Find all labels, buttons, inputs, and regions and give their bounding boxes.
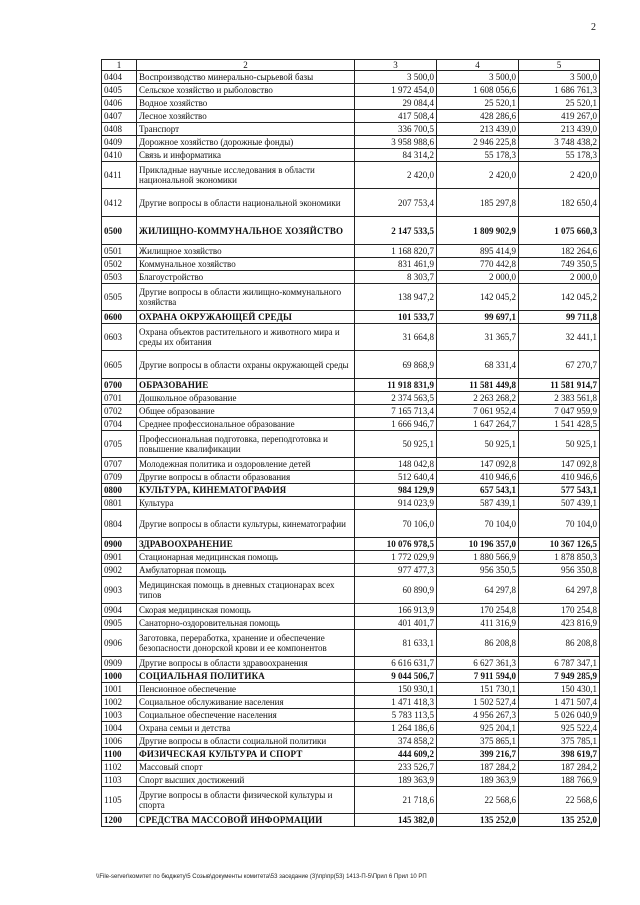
table-row xyxy=(102,617,600,630)
section-code-cell: 0804 xyxy=(102,510,137,538)
section-name-cell: ОХРАНА ОКРУЖАЮЩЕЙ СРЕДЫ xyxy=(137,311,355,324)
section-code-cell: 1001 xyxy=(102,683,137,696)
section-name-cell: ЗДРАВООХРАНЕНИЕ xyxy=(137,538,355,551)
section-code-cell: 0700 xyxy=(102,379,137,392)
section-total-row xyxy=(102,670,600,683)
section-name-cell: Профессиональная подготовка, переподготовка и повышение квалификации xyxy=(137,431,355,458)
amount-col-4-cell: 170 254,8 xyxy=(437,604,519,617)
amount-col-4-cell: 956 350,5 xyxy=(437,564,519,577)
amount-col-3-cell: 512 640,4 xyxy=(355,471,437,484)
amount-col-4-cell: 1 809 902,9 xyxy=(437,217,519,245)
amount-col-4-cell: 657 543,1 xyxy=(437,484,519,497)
section-name-cell: Другие вопросы в области охраны окружающей среды xyxy=(137,351,355,379)
amount-col-5-cell: 577 543,1 xyxy=(519,484,600,497)
table-row xyxy=(102,735,600,748)
amount-col-5-cell: 182 650,4 xyxy=(519,189,600,217)
amount-col-3-cell: 8 303,7 xyxy=(355,271,437,284)
amount-col-3-cell: 29 084,4 xyxy=(355,97,437,110)
section-code-cell: 0902 xyxy=(102,564,137,577)
amount-col-3-cell: 31 664,8 xyxy=(355,324,437,351)
amount-col-3-cell: 21 718,6 xyxy=(355,787,437,814)
section-code-cell: 0909 xyxy=(102,657,137,670)
amount-col-3-cell: 2 420,0 xyxy=(355,162,437,189)
amount-col-5-cell: 925 522,4 xyxy=(519,722,600,735)
table-row xyxy=(102,271,600,284)
section-name-cell: Общее образование xyxy=(137,405,355,418)
amount-col-3-cell: 148 042,8 xyxy=(355,458,437,471)
section-name-cell: Охрана семьи и детства xyxy=(137,722,355,735)
table-row xyxy=(102,510,600,538)
section-code-cell: 1000 xyxy=(102,670,137,683)
amount-col-5-cell: 3 500,0 xyxy=(519,71,600,84)
amount-col-4-cell: 64 297,8 xyxy=(437,577,519,604)
section-total-row xyxy=(102,538,600,551)
table-row xyxy=(102,630,600,657)
amount-col-5-cell: 142 045,2 xyxy=(519,284,600,311)
amount-col-3-cell: 417 508,4 xyxy=(355,110,437,123)
section-code-cell: 0901 xyxy=(102,551,137,564)
amount-col-4-cell: 410 946,6 xyxy=(437,471,519,484)
table-row xyxy=(102,245,600,258)
amount-col-5-cell: 956 350,8 xyxy=(519,564,600,577)
amount-col-3-cell: 336 700,5 xyxy=(355,123,437,136)
amount-col-3-cell: 207 753,4 xyxy=(355,189,437,217)
section-name-cell: Воспроизводство минерально-сырьевой базы xyxy=(137,71,355,84)
amount-col-4-cell: 2 946 225,8 xyxy=(437,136,519,149)
amount-col-4-cell: 4 956 267,3 xyxy=(437,709,519,722)
amount-col-5-cell: 64 297,8 xyxy=(519,577,600,604)
table-row xyxy=(102,351,600,379)
amount-col-4-cell: 1 880 566,9 xyxy=(437,551,519,564)
amount-col-3-cell: 189 363,9 xyxy=(355,774,437,787)
table-row xyxy=(102,787,600,814)
amount-col-5-cell: 6 787 347,1 xyxy=(519,657,600,670)
table-row xyxy=(102,774,600,787)
amount-col-5-cell: 187 284,2 xyxy=(519,761,600,774)
amount-col-3-cell: 3 500,0 xyxy=(355,71,437,84)
table-row xyxy=(102,683,600,696)
section-name-cell: Среднее профессиональное образование xyxy=(137,418,355,431)
section-name-cell: Транспорт xyxy=(137,123,355,136)
section-code-cell: 0411 xyxy=(102,162,137,189)
table-row xyxy=(102,405,600,418)
header-col-5: 5 xyxy=(519,60,600,71)
section-code-cell: 1100 xyxy=(102,748,137,761)
amount-col-5-cell: 423 816,9 xyxy=(519,617,600,630)
amount-col-3-cell: 9 044 506,7 xyxy=(355,670,437,683)
amount-col-4-cell: 3 500,0 xyxy=(437,71,519,84)
table-row xyxy=(102,392,600,405)
amount-col-3-cell: 2 374 563,5 xyxy=(355,392,437,405)
amount-col-5-cell: 2 000,0 xyxy=(519,271,600,284)
section-name-cell: Охрана объектов растительного и животного мира и среды их обитания xyxy=(137,324,355,351)
amount-col-3-cell: 84 314,2 xyxy=(355,149,437,162)
section-code-cell: 0407 xyxy=(102,110,137,123)
section-code-cell: 0600 xyxy=(102,311,137,324)
amount-col-4-cell: 11 581 449,8 xyxy=(437,379,519,392)
amount-col-4-cell: 925 204,1 xyxy=(437,722,519,735)
header-col-1: 1 xyxy=(102,60,137,71)
section-name-cell: Жилищное хозяйство xyxy=(137,245,355,258)
section-name-cell: Культура xyxy=(137,497,355,510)
amount-col-5-cell: 10 367 126,5 xyxy=(519,538,600,551)
section-total-row xyxy=(102,484,600,497)
section-code-cell: 0701 xyxy=(102,392,137,405)
section-code-cell: 0800 xyxy=(102,484,137,497)
section-name-cell: Сельское хозяйство и рыболовство xyxy=(137,84,355,97)
section-name-cell: ЖИЛИЩНО-КОММУНАЛЬНОЕ ХОЗЯЙСТВО xyxy=(137,217,355,245)
table-row xyxy=(102,418,600,431)
section-name-cell: СОЦИАЛЬНАЯ ПОЛИТИКА xyxy=(137,670,355,683)
section-code-cell: 0900 xyxy=(102,538,137,551)
section-name-cell: Молодежная политика и оздоровление детей xyxy=(137,458,355,471)
amount-col-4-cell: 10 196 357,0 xyxy=(437,538,519,551)
amount-col-5-cell: 22 568,6 xyxy=(519,787,600,814)
amount-col-4-cell: 428 286,6 xyxy=(437,110,519,123)
section-code-cell: 0410 xyxy=(102,149,137,162)
table-row xyxy=(102,657,600,670)
section-code-cell: 0409 xyxy=(102,136,137,149)
table-row xyxy=(102,110,600,123)
amount-col-3-cell: 1 168 820,7 xyxy=(355,245,437,258)
section-name-cell: Коммунальное хозяйство xyxy=(137,258,355,271)
section-code-cell: 1006 xyxy=(102,735,137,748)
section-name-cell: Благоустройство xyxy=(137,271,355,284)
amount-col-4-cell: 7 911 594,0 xyxy=(437,670,519,683)
table-row xyxy=(102,709,600,722)
amount-col-3-cell: 50 925,1 xyxy=(355,431,437,458)
amount-col-3-cell: 374 858,2 xyxy=(355,735,437,748)
amount-col-3-cell: 401 401,7 xyxy=(355,617,437,630)
amount-col-5-cell: 70 104,0 xyxy=(519,510,600,538)
amount-col-4-cell: 25 520,1 xyxy=(437,97,519,110)
section-name-cell: Водное хозяйство xyxy=(137,97,355,110)
section-code-cell: 0412 xyxy=(102,189,137,217)
section-name-cell: Другие вопросы в области культуры, кинематографии xyxy=(137,510,355,538)
section-code-cell: 0500 xyxy=(102,217,137,245)
amount-col-5-cell: 170 254,8 xyxy=(519,604,600,617)
amount-col-3-cell: 6 616 631,7 xyxy=(355,657,437,670)
amount-col-3-cell: 60 890,9 xyxy=(355,577,437,604)
amount-col-4-cell: 399 216,7 xyxy=(437,748,519,761)
amount-col-5-cell: 2 383 561,8 xyxy=(519,392,600,405)
section-name-cell: Лесное хозяйство xyxy=(137,110,355,123)
section-code-cell: 0605 xyxy=(102,351,137,379)
section-code-cell: 1003 xyxy=(102,709,137,722)
amount-col-4-cell: 86 208,8 xyxy=(437,630,519,657)
amount-col-5-cell: 3 748 438,2 xyxy=(519,136,600,149)
amount-col-4-cell: 2 263 268,2 xyxy=(437,392,519,405)
header-col-2: 2 xyxy=(137,60,355,71)
section-name-cell: Связь и информатика xyxy=(137,149,355,162)
section-code-cell: 0905 xyxy=(102,617,137,630)
amount-col-3-cell: 1 666 946,7 xyxy=(355,418,437,431)
amount-col-3-cell: 138 947,2 xyxy=(355,284,437,311)
amount-col-5-cell: 55 178,3 xyxy=(519,149,600,162)
amount-col-3-cell: 7 165 713,4 xyxy=(355,405,437,418)
amount-col-5-cell: 2 420,0 xyxy=(519,162,600,189)
section-name-cell: Скорая медицинская помощь xyxy=(137,604,355,617)
amount-col-4-cell: 895 414,9 xyxy=(437,245,519,258)
section-name-cell: Заготовка, переработка, хранение и обеспечение безопасности донорской крови и ее компонентов xyxy=(137,630,355,657)
table-row xyxy=(102,604,600,617)
amount-col-5-cell: 7 047 959,9 xyxy=(519,405,600,418)
section-name-cell: Социальное обслуживание населения xyxy=(137,696,355,709)
section-name-cell: Медицинская помощь в дневных стационарах всех типов xyxy=(137,577,355,604)
amount-col-5-cell: 1 686 761,3 xyxy=(519,84,600,97)
amount-col-3-cell: 10 076 978,5 xyxy=(355,538,437,551)
section-total-row xyxy=(102,379,600,392)
header-col-3: 3 xyxy=(355,60,437,71)
section-code-cell: 0501 xyxy=(102,245,137,258)
amount-col-5-cell: 25 520,1 xyxy=(519,97,600,110)
amount-col-4-cell: 147 092,8 xyxy=(437,458,519,471)
amount-col-4-cell: 1 502 527,4 xyxy=(437,696,519,709)
amount-col-4-cell: 6 627 361,3 xyxy=(437,657,519,670)
amount-col-3-cell: 101 533,7 xyxy=(355,311,437,324)
section-code-cell: 0408 xyxy=(102,123,137,136)
amount-col-4-cell: 7 061 952,4 xyxy=(437,405,519,418)
amount-col-5-cell: 213 439,0 xyxy=(519,123,600,136)
section-code-cell: 0801 xyxy=(102,497,137,510)
section-total-row xyxy=(102,217,600,245)
section-code-cell: 1102 xyxy=(102,761,137,774)
amount-col-3-cell: 166 913,9 xyxy=(355,604,437,617)
amount-col-4-cell: 50 925,1 xyxy=(437,431,519,458)
table-row xyxy=(102,162,600,189)
table-row xyxy=(102,564,600,577)
amount-col-3-cell: 69 868,9 xyxy=(355,351,437,379)
section-name-cell: КУЛЬТУРА, КИНЕМАТОГРАФИЯ xyxy=(137,484,355,497)
amount-col-3-cell: 984 129,9 xyxy=(355,484,437,497)
amount-col-3-cell: 1 972 454,0 xyxy=(355,84,437,97)
amount-col-3-cell: 11 918 831,9 xyxy=(355,379,437,392)
amount-col-5-cell: 188 766,9 xyxy=(519,774,600,787)
amount-col-5-cell: 99 711,8 xyxy=(519,311,600,324)
amount-col-4-cell: 151 730,1 xyxy=(437,683,519,696)
amount-col-5-cell: 1 471 507,4 xyxy=(519,696,600,709)
table-body xyxy=(102,71,600,827)
amount-col-4-cell: 770 442,8 xyxy=(437,258,519,271)
amount-col-4-cell: 135 252,0 xyxy=(437,814,519,827)
amount-col-5-cell: 135 252,0 xyxy=(519,814,600,827)
section-name-cell: Другие вопросы в области жилищно-коммунального хозяйства xyxy=(137,284,355,311)
section-name-cell: Спорт высших достижений xyxy=(137,774,355,787)
amount-col-5-cell: 398 619,7 xyxy=(519,748,600,761)
section-total-row xyxy=(102,311,600,324)
section-code-cell: 0906 xyxy=(102,630,137,657)
amount-col-4-cell: 55 178,3 xyxy=(437,149,519,162)
amount-col-3-cell: 977 477,3 xyxy=(355,564,437,577)
section-name-cell: Другие вопросы в области физической культуры и спорта xyxy=(137,787,355,814)
amount-col-3-cell: 914 023,9 xyxy=(355,497,437,510)
amount-col-5-cell: 32 441,1 xyxy=(519,324,600,351)
amount-col-5-cell: 182 264,6 xyxy=(519,245,600,258)
table-row xyxy=(102,431,600,458)
section-code-cell: 1103 xyxy=(102,774,137,787)
section-name-cell: ФИЗИЧЕСКАЯ КУЛЬТУРА И СПОРТ xyxy=(137,748,355,761)
table-row xyxy=(102,577,600,604)
amount-col-4-cell: 185 297,8 xyxy=(437,189,519,217)
table-row xyxy=(102,761,600,774)
table-row xyxy=(102,189,600,217)
header-col-4: 4 xyxy=(437,60,519,71)
amount-col-5-cell: 11 581 914,7 xyxy=(519,379,600,392)
amount-col-5-cell: 1 541 428,5 xyxy=(519,418,600,431)
section-name-cell: СРЕДСТВА МАССОВОЙ ИНФОРМАЦИИ xyxy=(137,814,355,827)
table-row xyxy=(102,71,600,84)
amount-col-4-cell: 189 363,9 xyxy=(437,774,519,787)
amount-col-3-cell: 3 958 988,6 xyxy=(355,136,437,149)
section-code-cell: 0503 xyxy=(102,271,137,284)
amount-col-5-cell: 67 270,7 xyxy=(519,351,600,379)
section-name-cell: Стационарная медицинская помощь xyxy=(137,551,355,564)
table-row xyxy=(102,458,600,471)
amount-col-4-cell: 70 104,0 xyxy=(437,510,519,538)
section-code-cell: 0904 xyxy=(102,604,137,617)
section-code-cell: 0406 xyxy=(102,97,137,110)
table-row xyxy=(102,149,600,162)
section-code-cell: 0405 xyxy=(102,84,137,97)
section-code-cell: 0603 xyxy=(102,324,137,351)
amount-col-5-cell: 86 208,8 xyxy=(519,630,600,657)
table-row xyxy=(102,123,600,136)
amount-col-3-cell: 70 106,0 xyxy=(355,510,437,538)
amount-col-4-cell: 187 284,2 xyxy=(437,761,519,774)
section-name-cell: Массовый спорт xyxy=(137,761,355,774)
amount-col-5-cell: 5 026 040,9 xyxy=(519,709,600,722)
section-name-cell: Другие вопросы в области социальной политики xyxy=(137,735,355,748)
amount-col-4-cell: 2 420,0 xyxy=(437,162,519,189)
amount-col-5-cell: 50 925,1 xyxy=(519,431,600,458)
amount-col-3-cell: 5 783 113,5 xyxy=(355,709,437,722)
amount-col-3-cell: 2 147 533,5 xyxy=(355,217,437,245)
amount-col-5-cell: 1 878 850,3 xyxy=(519,551,600,564)
amount-col-4-cell: 99 697,1 xyxy=(437,311,519,324)
section-code-cell: 0404 xyxy=(102,71,137,84)
amount-col-3-cell: 1 264 186,6 xyxy=(355,722,437,735)
section-name-cell: Амбулаторная помощь xyxy=(137,564,355,577)
amount-col-4-cell: 1 647 264,7 xyxy=(437,418,519,431)
table-row xyxy=(102,551,600,564)
section-total-row xyxy=(102,814,600,827)
section-name-cell: Дорожное хозяйство (дорожные фонды) xyxy=(137,136,355,149)
section-name-cell: Социальное обеспечение населения xyxy=(137,709,355,722)
section-code-cell: 1105 xyxy=(102,787,137,814)
section-code-cell: 0903 xyxy=(102,577,137,604)
amount-col-4-cell: 22 568,6 xyxy=(437,787,519,814)
table-row xyxy=(102,84,600,97)
amount-col-3-cell: 233 526,7 xyxy=(355,761,437,774)
section-name-cell: Санаторно-оздоровительная помощь xyxy=(137,617,355,630)
file-path-footer: \\File-server\комитет по бюджету\5 Созыв\документы комитета\53 заседание (3)\пр\пр(53) 1413-П-5\Прил 6 Прил 10 РП xyxy=(96,874,427,880)
amount-col-4-cell: 2 000,0 xyxy=(437,271,519,284)
section-name-cell: Пенсионное обеспечение xyxy=(137,683,355,696)
amount-col-5-cell: 419 267,0 xyxy=(519,110,600,123)
section-name-cell: Другие вопросы в области здравоохранения xyxy=(137,657,355,670)
amount-col-5-cell: 410 946,6 xyxy=(519,471,600,484)
section-name-cell: Дошкольное образование xyxy=(137,392,355,405)
table-row xyxy=(102,258,600,271)
section-name-cell: Прикладные научные исследования в области национальной экономики xyxy=(137,162,355,189)
amount-col-4-cell: 411 316,9 xyxy=(437,617,519,630)
amount-col-5-cell: 1 075 660,3 xyxy=(519,217,600,245)
table-row xyxy=(102,696,600,709)
amount-col-5-cell: 507 439,1 xyxy=(519,497,600,510)
section-name-cell: Другие вопросы в области национальной экономики xyxy=(137,189,355,217)
amount-col-4-cell: 68 331,4 xyxy=(437,351,519,379)
section-code-cell: 0705 xyxy=(102,431,137,458)
amount-col-3-cell: 81 633,1 xyxy=(355,630,437,657)
section-code-cell: 0704 xyxy=(102,418,137,431)
amount-col-3-cell: 1 471 418,3 xyxy=(355,696,437,709)
amount-col-5-cell: 375 785,1 xyxy=(519,735,600,748)
section-code-cell: 1200 xyxy=(102,814,137,827)
amount-col-4-cell: 1 608 056,6 xyxy=(437,84,519,97)
amount-col-4-cell: 375 865,1 xyxy=(437,735,519,748)
section-code-cell: 0502 xyxy=(102,258,137,271)
table-row xyxy=(102,284,600,311)
table-row xyxy=(102,324,600,351)
amount-col-3-cell: 831 461,9 xyxy=(355,258,437,271)
section-code-cell: 0707 xyxy=(102,458,137,471)
page-number: 2 xyxy=(591,22,596,33)
section-code-cell: 0702 xyxy=(102,405,137,418)
amount-col-4-cell: 31 365,7 xyxy=(437,324,519,351)
amount-col-3-cell: 1 772 029,9 xyxy=(355,551,437,564)
section-code-cell: 0709 xyxy=(102,471,137,484)
amount-col-4-cell: 142 045,2 xyxy=(437,284,519,311)
table-row xyxy=(102,97,600,110)
budget-table xyxy=(101,59,600,827)
section-code-cell: 0505 xyxy=(102,284,137,311)
section-name-cell: Другие вопросы в области образования xyxy=(137,471,355,484)
section-code-cell: 1004 xyxy=(102,722,137,735)
section-code-cell: 1002 xyxy=(102,696,137,709)
amount-col-5-cell: 7 949 285,9 xyxy=(519,670,600,683)
amount-col-5-cell: 147 092,8 xyxy=(519,458,600,471)
amount-col-3-cell: 145 382,0 xyxy=(355,814,437,827)
amount-col-3-cell: 444 609,2 xyxy=(355,748,437,761)
amount-col-4-cell: 587 439,1 xyxy=(437,497,519,510)
table-row xyxy=(102,471,600,484)
table-header-row xyxy=(102,60,600,71)
table-row xyxy=(102,497,600,510)
amount-col-3-cell: 150 930,1 xyxy=(355,683,437,696)
table-row xyxy=(102,722,600,735)
amount-col-5-cell: 150 430,1 xyxy=(519,683,600,696)
table-row xyxy=(102,136,600,149)
section-total-row xyxy=(102,748,600,761)
amount-col-4-cell: 213 439,0 xyxy=(437,123,519,136)
section-name-cell: ОБРАЗОВАНИЕ xyxy=(137,379,355,392)
amount-col-5-cell: 749 350,5 xyxy=(519,258,600,271)
